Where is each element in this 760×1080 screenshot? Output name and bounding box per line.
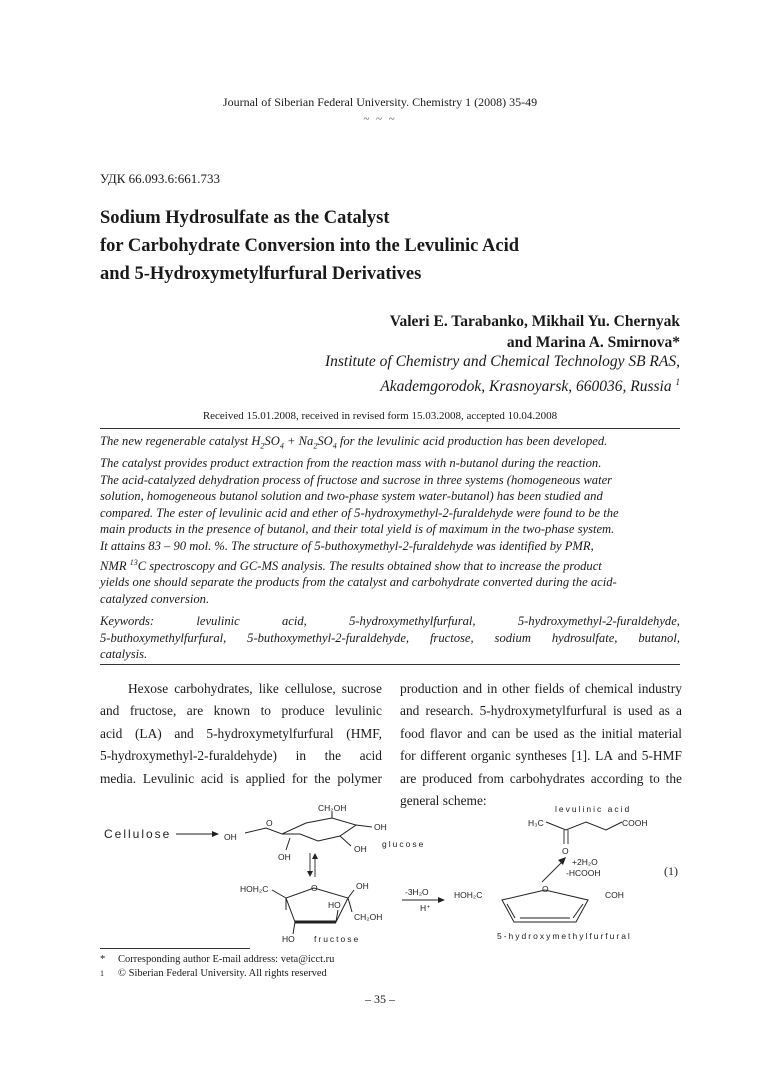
abstract-line: solution, homogeneous butanol solution and two-phase system water-butanol) has been studied and [100,489,603,504]
body-column-right [400,678,682,812]
glucose-structure [245,812,372,850]
ho-label: HO [328,900,341,910]
abstract-text: SO [264,434,280,448]
body-word: for [400,748,416,764]
body-word: 5-hydroxymetylfurfural [206,725,334,741]
oh-label: OH [354,844,367,854]
levulinic-acid-label: levulinic acid [555,804,632,814]
plus-h2o-label: +2H₂O [572,857,598,867]
abstract-body-lines [100,455,680,555]
body-word: Levulinic [142,770,195,786]
body-word: known [213,703,251,719]
affiliation-line: Institute of Chemistry and Chemical Technology SB RAS, [324,353,680,370]
body-line [400,678,682,700]
keyword-word: fructose, [429,630,474,645]
ho-label: HO [282,934,295,944]
body-word: acid [100,725,123,741]
body-word: and [617,748,638,764]
glucose-label: glucose [382,839,426,849]
keyword-word: Keywords: [100,614,155,628]
body-word: syntheses [515,748,567,764]
oh-label: OH [356,881,369,891]
udk-code: УДК 66.093.6:661.733 [100,171,221,186]
ch2oh-label: CH₂OH [318,803,347,813]
body-line [100,700,382,722]
body-word: acid [359,748,382,764]
keywords-line: catalysis. [100,647,148,662]
equation-number: (1) [664,864,678,878]
affiliation-line [325,372,680,397]
abstract-bottom-rule [100,664,680,665]
body-column-left [100,678,382,790]
footnote-mark: 1 [100,969,104,978]
body-word: polymer [337,770,382,786]
abstract-line-text [100,433,607,455]
body-word: for [291,770,308,786]
coh-label: COH [605,890,624,900]
keyword-word: 5-hydroxymethylfurfural, [349,614,476,628]
h-plus-label: H⁺ [420,903,431,913]
hmf-structure [502,890,588,922]
body-word: produce [281,703,325,719]
body-word: carbohydrates [509,770,585,786]
body-word: LA [595,748,613,764]
body-word: the [324,748,342,764]
superscript: 13 [129,557,138,567]
header-separator: ~ ~ ~ [363,113,397,125]
arrowhead [212,831,219,837]
body-word: levulinic [335,703,382,719]
received-dates: Received 15.01.2008, received in revised form 15.03.2008, accepted 10.04.2008 [202,410,558,422]
keywords-line [100,613,680,630]
abstract-top-rule [100,428,680,429]
body-word: applied [245,770,286,786]
body-word: initial [601,725,633,741]
reaction-scheme [100,800,680,950]
body-line [100,723,382,745]
affiliation-address: Akademgorodok, Krasnoyarsk, 660036, Russia [380,378,672,396]
body-word: organic [470,748,511,764]
affiliation-footnote-mark: 1 [675,377,680,387]
footnote-text: © Siberian Federal University. All rights reserved [118,968,327,979]
journal-header: Journal of Siberian Federal University. Chemistry 1 (2008) 35-49 [222,95,538,109]
keywords [100,613,680,663]
footnote [100,967,327,981]
body-word: different [420,748,467,764]
title-line: for Carbohydrate Conversion into the Levulinic Acid [100,236,519,256]
arrowhead [312,853,318,859]
body-word: 5-HMF [641,748,682,764]
author-list [390,311,680,353]
body-line [400,745,682,767]
body-line [100,745,382,767]
abstract-line: compared. The ester of levulinic acid and ether of 5-hydroxymethyl-2-furaldehyde were found to be the [100,505,619,520]
abstract-text: SO [317,434,333,448]
body-word: a [676,703,682,719]
body-word: and [174,725,194,741]
levulinic-acid-chain [546,822,622,830]
h3c-label: H₃C [528,818,544,828]
subscript: 4 [279,441,284,451]
abstract [100,433,680,608]
body-word: chemical [584,681,634,696]
body-word: as [658,703,670,719]
body-word: and [467,725,487,741]
abstract-line: The catalyst provides product extraction from the reaction mass with n-butanol during the reaction. [100,456,602,471]
hoh2c-label: HOH₂C [454,890,483,900]
body-word: according [590,770,644,786]
keyword-word: 5-buthoxymethylfurfural, [100,630,227,645]
body-line [400,700,682,722]
affiliation [325,351,680,397]
body-word: sucrose [341,681,382,696]
body-word: material [638,725,682,741]
title-line: Sodium Hydrosulfate as the Catalyst [100,208,390,228]
abstract-text: + Na [283,434,314,448]
body-word: is [229,770,239,786]
body-line [100,768,382,790]
keyword-word: 5-buthoxymethyl-2-furaldehyde, [247,630,410,645]
subscript: 2 [313,441,318,451]
body-word: cellulose, [284,681,336,696]
body-line [100,678,382,700]
body-word: and [400,703,420,719]
ch2oh-label: CH₂OH [354,912,383,922]
arrowhead [558,857,566,865]
body-word: the [314,770,331,786]
body-word: of [568,681,581,696]
body-word: fructose, [129,703,177,719]
body-word: and [462,681,483,696]
body-word: 5-hydroxymetylfurfural [479,703,607,719]
carbonyl-oxygen-label: O [562,846,569,856]
keyword-word: butanol, [638,630,680,645]
fructose-label: fructose [314,934,361,944]
body-word: used [533,725,559,741]
abstract-text: The new regenerable catalyst H [100,434,261,448]
body-word: food [400,725,425,741]
footnote-text: Corresponding author E-mail address: veta@icct.ru [118,954,335,965]
hoh2c-label: HOH₂C [240,884,269,894]
body-word: fields [534,681,565,696]
body-word: to [649,770,660,786]
body-word: can [491,725,511,741]
body-word: like [258,681,279,696]
ring-oxygen-label: O [311,883,318,893]
keyword-word: 5-hydroxymethyl-2-furaldehyde, [517,614,680,628]
body-line [400,768,682,790]
subscript: 4 [332,441,337,451]
body-word: the [665,770,682,786]
body-word: other [502,681,530,696]
keyword-word: acid, [281,614,307,628]
abstract-line: main products in the presence of butanol, and their total yield is of maximum in the two-phase system. [100,522,615,537]
title-line: and 5-Hydroxymetylfurfural Derivatives [100,264,422,284]
paper-title [100,204,680,288]
body-word: and [100,703,120,719]
body-word: 5-hydroxymethyl-2-furaldehyde) [100,748,277,764]
authors-line: Valeri E. Tarabanko, Mikhail Yu. Chernyak [389,313,680,330]
body-word: (HMF, [346,725,382,741]
body-word: research. [425,703,474,719]
body-word: acid [200,770,224,786]
abstract-line [100,433,680,455]
footnote [100,953,334,967]
abstract-text: for the levulinic acid production has been developed. [336,434,608,448]
keywords-line [100,630,680,647]
body-word: flavor [429,725,462,741]
body-word: in [295,748,307,764]
body-word: is [612,703,622,719]
body-word: are [186,703,204,719]
abstract-line [100,555,680,575]
body-word: used [628,703,653,719]
footnote-rule [100,948,250,949]
ring-oxygen-label: O [542,884,549,894]
subscript: 2 [260,441,265,451]
arrowhead [307,871,313,877]
body-word: to [260,703,271,719]
body-line [400,723,682,745]
fructose-structure [272,888,354,934]
body-word: [1]. [571,748,591,764]
keyword-word: sodium [494,630,531,645]
body-word: production [400,681,459,696]
oh-label: OH [278,852,291,862]
abstract-line: yields one should separate the products from the catalyst and carbohydrate converted during the acid- [100,575,617,590]
keyword-word: hydrosulfate, [551,630,618,645]
body-word: in [486,681,498,696]
body-word: from [477,770,504,786]
body-word: (LA) [134,725,162,741]
cooh-label: COOH [622,818,648,828]
hydrolysis-arrow [542,862,562,882]
oh-label: OH [224,832,237,842]
body-word: be [515,725,529,741]
cellulose-label: Cellulose [104,827,172,841]
abstract-line: The acid-catalyzed dehydration process of fructose and sucrose in three systems (homogeneous water [100,472,613,487]
hmf-label: 5-hydroxymethylfurfural [497,931,632,941]
authors-line: and Marina A. Smirnova* [506,334,680,351]
oh-label: OH [374,822,387,832]
body-line: general scheme: [400,793,487,809]
abstract-text: NMR [100,558,130,573]
body-word: are [400,770,417,786]
abstract-line: catalyzed conversion. [100,592,210,607]
abstract-line: It attains 83 – 90 mol. %. The structure of 5-buthoxymethyl-2-furaldehyde was identified by PMR, [100,539,594,554]
body-word: the [579,725,597,741]
footnote-mark: * [100,954,106,965]
body-word: produced [422,770,473,786]
arrowhead [438,897,445,903]
ring-oxygen-label: O [266,818,273,828]
body-word: carbohydrates, [174,681,253,696]
minus-hcooh-label: -HCOOH [566,868,601,878]
abstract-text: C spectroscopy and GC-MS analysis. The results obtained show that to increase the product [137,558,602,573]
minus-h2o-label: -3H₂O [405,887,429,897]
body-word: media. [100,770,137,786]
body-word: Hexose [128,681,169,696]
keyword-word: levulinic [196,614,240,628]
body-word: as [563,725,575,741]
page-number: – 35 – [365,992,395,1006]
body-word: industry [638,681,682,696]
